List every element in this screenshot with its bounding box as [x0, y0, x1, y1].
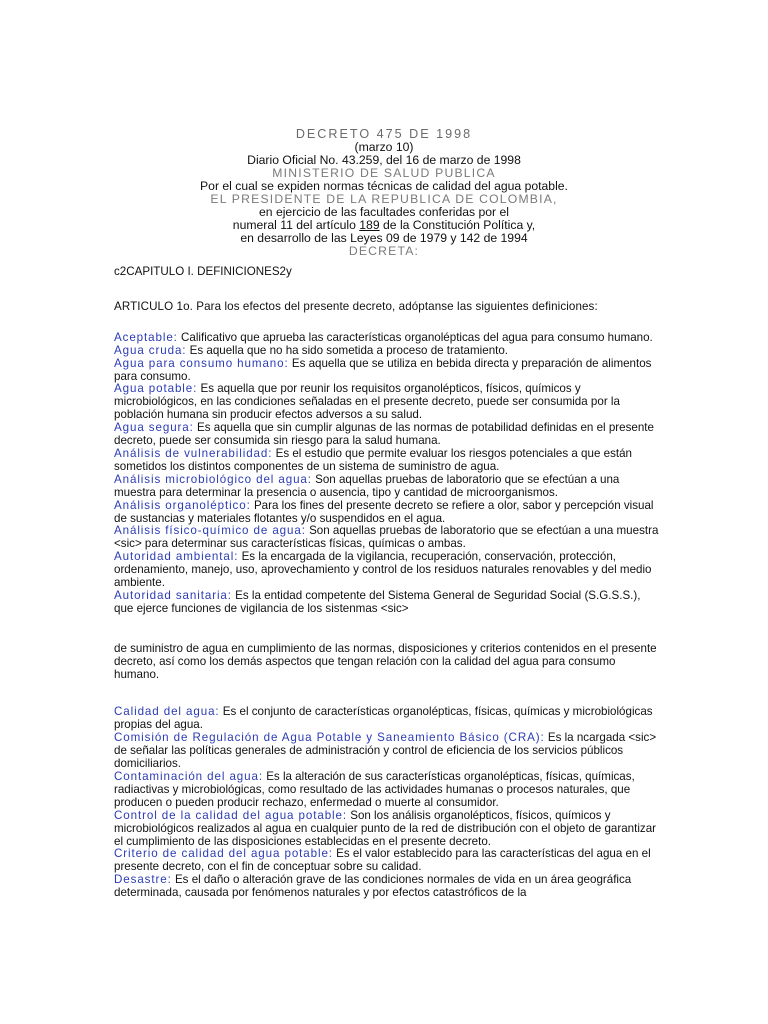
definition-text: Es el daño o alteración grave de las condiciones normales de vida en un área geográfica determinada, causada por fenómenos naturales y por efectos catastróficos de la	[114, 873, 632, 900]
decreta-heading: DECRETA:	[348, 244, 420, 258]
definition-item	[114, 848, 662, 874]
definition-text: Para los fines del presente decreto se refiere a olor, sabor y percepción visual de sustancias y materiales flotantes y/o suspendidos en el agua.	[114, 498, 654, 525]
definition-text: Es aquella que por reunir los requisitos organolépticos, físicos, químicos y microbiológicos, en las condiciones señaladas en el presente decreto, puede ser consumida por la población humana sin producir efectos adversos a su salud.	[114, 382, 620, 422]
definition-term: Desastre:	[114, 873, 172, 887]
decree-date: (marzo 10)	[354, 140, 414, 154]
definition-item	[114, 771, 662, 810]
definition-text: Es aquella que sin cumplir algunas de las normas de potabilidad definidas en el presente decreto, puede ser consumida sin riesgo para la salud humana.	[114, 421, 654, 448]
definition-term: Agua potable:	[114, 382, 198, 396]
definition-term: Comisión de Regulación de Agua Potable y Saneamiento Básico (CRA):	[114, 731, 545, 745]
definition-text: Es el conjunto de características organolépticas, físicas, químicas y microbiológicas propias del agua.	[114, 705, 653, 732]
article-1: ARTICULO 1o. Para los efectos del presente decreto, adóptanse las siguientes definiciones:	[114, 299, 598, 313]
definition-item	[114, 551, 662, 590]
definition-term: Autoridad sanitaria:	[114, 588, 232, 602]
definition-term: Autoridad ambiental:	[114, 550, 239, 564]
definition-item	[114, 448, 662, 474]
chapter-heading: c2CAPITULO I. DEFINICIONES2y	[114, 265, 292, 278]
definition-text: Son los análisis organolépticos, físicos, químicos y microbiológicos realizados al agua en cualquier punto de la red de distribución con el objeto de garantizar el cumplimiento de las disposiciones establecidas en el presente decreto.	[114, 808, 657, 848]
definition-term: Criterio de calidad del agua potable:	[114, 847, 333, 861]
spacer	[114, 681, 662, 706]
definition-term: Agua cruda:	[114, 343, 187, 357]
definition-item	[114, 810, 662, 849]
definition-text: Son aquellas pruebas de laboratorio que se efectúan a una muestra <sic> para determinar sus características físicas, químicas o ambas.	[114, 524, 659, 551]
president-line: EL PRESIDENTE DE LA REPUBLICA DE COLOMBIA,	[210, 192, 558, 206]
continuation-paragraph: de suministro de agua en cumplimiento de las normas, disposiciones y criterios contenidos en el presente decreto, así como los demás aspectos que tengan relación con la calidad del agua para consumo humano.	[114, 641, 657, 681]
definition-item	[114, 422, 662, 448]
decree-subject: Por el cual se expiden normas técnicas de calidad del agua potable.	[200, 179, 568, 193]
constitution-line-pre: numeral 11 del artículo	[232, 218, 360, 232]
definition-text: Es la entidad competente del Sistema General de Seguridad Social (S.G.S.S.), que ejerce funciones de vigilancia de los sistenmas <sic>	[114, 588, 641, 615]
definition-text: Es la alteración de sus características organolépticas, físicas, químicas, radiactivas y microbiológicas, como resultado de las actividades humanas o procesos naturales, que producen o pueden producir rechazo, enfermedad o muerte al consumidor.	[114, 770, 635, 809]
definition-text: Es la ncargada <sic> de señalar las políticas generales de administración y control de eficiencia de los servicios públicos domiciliarios.	[114, 731, 657, 771]
constitution-line-post: de la Constitución Política y,	[379, 218, 536, 232]
decree-title: DECRETO 475 DE 1998	[295, 127, 473, 141]
definition-term: Análisis microbiológico del agua:	[114, 472, 312, 486]
definition-term: Agua segura:	[114, 421, 194, 435]
definition-item	[114, 590, 662, 616]
definition-text: Son aquellas pruebas de laboratorio que se efectúan a una muestra para determinar la presencia o ausencia, tipo y cantidad de microorganismos.	[114, 472, 620, 499]
definition-term: Calidad del agua:	[114, 705, 220, 719]
definition-term: Análisis organoléptico:	[114, 498, 251, 512]
decree-header	[0, 127, 768, 258]
definition-text: Es el estudio que permite evaluar los riesgos potenciales a que están sometidos los distintos componentes de un sistema de suministro de agua.	[114, 446, 632, 473]
faculties-line: en ejercicio de las facultades conferidas por el	[259, 205, 509, 219]
definition-item	[114, 500, 662, 526]
decree-body	[114, 266, 662, 900]
definition-text: Es la encargada de la vigilancia, recuperación, conservación, protección, ordenamiento, manejo, uso, aprovechamiento y control de los residuos naturales renovables y del medio ambiente.	[114, 550, 652, 590]
definition-item	[114, 525, 662, 551]
definition-term: Agua para consumo humano:	[114, 356, 289, 370]
definition-text: Es aquella que no ha sido sometida a proceso de tratamiento.	[186, 343, 509, 357]
definitions-list-2	[114, 706, 662, 900]
definition-item	[114, 383, 662, 422]
definition-item	[114, 732, 662, 771]
definition-item	[114, 706, 662, 732]
definition-text: Es el valor establecido para las características del agua en el presente decreto, con el fin de conceptuar sobre su calidad.	[114, 847, 651, 874]
definition-term: Aceptable:	[114, 330, 178, 344]
definition-item	[114, 474, 662, 500]
definition-term: Contaminación del agua:	[114, 770, 263, 783]
definition-term: Análisis físico-químico de agua:	[114, 524, 306, 538]
definition-text: Es aquella que se utiliza en bebida directa y preparación de alimentos para consumo.	[114, 356, 652, 383]
definition-item	[114, 874, 662, 900]
ministry-name: MINISTERIO DE SALUD PUBLICA	[272, 166, 496, 180]
spacer	[114, 616, 662, 643]
definition-term: Control de la calidad del agua potable:	[114, 808, 347, 822]
definition-text: Calificativo que aprueba las características organolépticas del agua para consumo humano.	[177, 330, 653, 344]
definition-item	[114, 358, 662, 384]
laws-line: en desarrollo de las Leyes 09 de 1979 y 142 de 1994	[240, 231, 528, 245]
definitions-list-1	[114, 332, 662, 616]
article-189-link[interactable]: 189	[359, 218, 380, 232]
definition-term: Análisis de vulnerabilidad:	[114, 446, 273, 460]
diario-oficial: Diario Oficial No. 43.259, del 16 de marzo de 1998	[247, 153, 521, 167]
